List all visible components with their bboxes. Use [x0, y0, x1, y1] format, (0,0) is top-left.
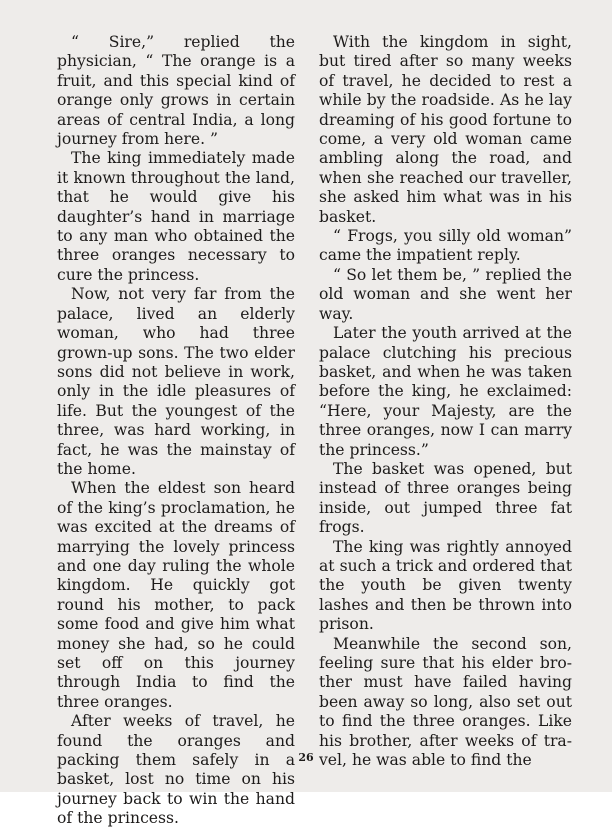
paragraph: The king immediately made it known throughout the land, that he would give his daughter’s hand in marriage to any man who obtained the three oranges necessary to cure the princess. — [57, 149, 295, 284]
paragraph: With the kingdom in sight, but tired after so many weeks of travel, he decided to rest a while by the roadside. As he lay dreaming of his good fortune to come, a very old woman came ambling along the road, and when she reached our traveller, she asked him what was in his basket. — [319, 33, 572, 226]
paragraph: After weeks of travel, he found the oranges and packing them safely in a basket, lost no time on his journey back to win the hand of the princess. — [57, 712, 295, 828]
right-column — [319, 33, 572, 770]
paragraph: Later the youth arrived at the palace clutching his precious basket, and when he was taken before the king, he exclaimed: “Here, your Majesty, are the three oranges, now I can marry the princess.” — [319, 324, 572, 459]
page-number: 26 — [298, 751, 314, 764]
paragraph: “ Frogs, you silly old woman” came the impatient reply. — [319, 227, 572, 265]
paragraph: “ Sire,” replied the physician, “ The orange is a fruit, and this special kind of orange only grows in certain areas of central India, a long journey from here. ” — [57, 33, 295, 149]
paragraph: When the eldest son heard of the king’s proclamation, he was excited at the dreams of marrying the lovely princess and one day ruling the whole kingdom. He quickly got round his mother, to pack some food and give him what money she had, so he could set off on this journey through India to find the three oranges. — [57, 479, 295, 711]
paragraph: The king was rightly annoyed at such a trick and ordered that the youth be given twenty lashes and then be thrown into prison. — [319, 537, 572, 634]
paragraph: “ So let them be, ” replied the old woman and she went her way. — [319, 265, 572, 323]
paragraph: Now, not very far from the palace, lived an elderly woman, who had three grown-up sons. The two elder sons did not believe in work, only in the idle pleasures of life. But the youngest of the three, was hard working, in fact, he was the mainstay of the home. — [57, 285, 295, 478]
paragraph: Meanwhile the second son, feeling sure that his elder brother must have failed having been away so long, also set out to find the three oranges. Like his brother, after weeks of travel, he was able to find the — [319, 634, 572, 770]
left-column — [57, 33, 295, 829]
paragraph: The basket was opened, but instead of three oranges being inside, out jumped three fat frogs. — [319, 459, 572, 537]
